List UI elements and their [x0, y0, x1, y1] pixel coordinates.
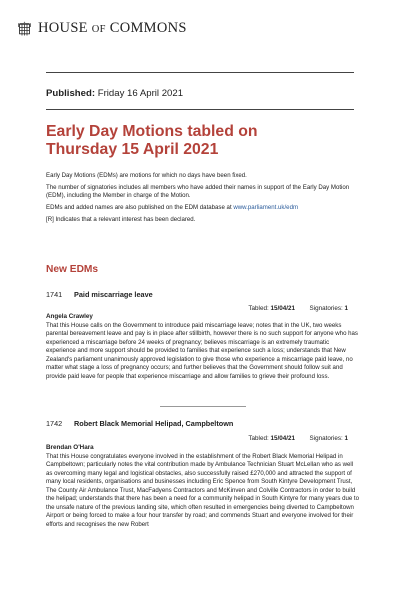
- section-title-new-edms: New EDMs: [46, 264, 99, 275]
- intro-paragraph-4: [R] Indicates that a relevant interest has been declared.: [46, 216, 196, 224]
- commons-word: COMMONS: [109, 20, 187, 36]
- signatories-label: Signatories:: [309, 435, 343, 442]
- tabled-date: 15/04/21: [270, 305, 295, 312]
- page-title-line-2: Thursday 15 April 2021: [46, 141, 219, 158]
- tabled-date: 15/04/21: [270, 435, 295, 442]
- published-label: Published:: [46, 88, 96, 99]
- tabled-label: Tabled:: [248, 435, 269, 442]
- page-title: [46, 123, 366, 159]
- header-rule-bottom: [46, 109, 354, 110]
- edm-author: Angela Crawley: [46, 313, 93, 320]
- intro-paragraph-3: [46, 204, 362, 213]
- header-rule-top: [46, 72, 354, 73]
- intro-paragraph-2: The number of signatories includes all members who have added their names in support of the Early Day Motion (EDM), including the Member in charge of the Motion.: [46, 183, 350, 200]
- intro-paragraph-1: Early Day Motions (EDMs) are motions for which no days have been fixed.: [46, 172, 247, 179]
- edm-body: That this House calls on the Government to introduce paid miscarriage leave; notes that in the UK, two weeks parental bereavement leave and pay is in place after stillbirth, however there is no such support for anyone who has experienced a miscarriage before 24 weeks of pregnancy; believes miscarriage is an extremely traumatic experience and more support should be provided to families that experience such a loss; understands that New Zealand's parliament unanimously approved legislation to give those who experience a miscarriage paid leave, no matter what stage a loss of pregnancy occurs; and further believes that the Government should follow suit and provide paid leave for people that experience miscarriage and allow families to grieve their profound loss.: [46, 322, 358, 380]
- signatories-count: 1: [344, 435, 348, 442]
- edm-tabled-meta: [248, 305, 348, 312]
- of-word: OF: [91, 24, 106, 35]
- edm-body: That this House congratulates everyone involved in the establishment of the Robert Black Memorial Helipad in Campbeltown; particularly notes the vital contribution made by Ambulance Technician Stuart McLellan who as well as overcoming many legal and logistical obstacles, also successfully raised £270,000 and attracted the support of many local residents, organisations and businesses including Eric Spence from South Kintyre Development Trust, The County Air Ambulance Trust, MacFadyens Contractors and McKinven and Colville Contractors in order to build the helipad; understands that there has been a need for a community helipad in South Kintyre for many years due to the unsafe nature of the previous landing site, which often resulted in emergencies being diverted to Campbeltown Airport or being forced to make a four hour transfer by road; and commends Stuart and everyone involved for their efforts and recognises the new Robert: [46, 453, 360, 528]
- signatories-label: Signatories:: [309, 305, 343, 312]
- edm-database-link[interactable]: www.parliament.uk/edm: [233, 204, 299, 212]
- edm-author: Brendan O'Hara: [46, 444, 94, 451]
- intro-paragraph-3-text: EDMs and added names are also published on the EDM database at: [46, 204, 232, 212]
- edm-number: 1742: [46, 419, 63, 428]
- edm-title: Robert Black Memorial Helipad, Campbeltown: [74, 419, 234, 428]
- signatories-count: 1: [344, 305, 348, 312]
- intro-notes: [46, 172, 362, 228]
- published-date: Friday 16 April 2021: [97, 88, 184, 99]
- house-of-commons-title: [38, 20, 187, 37]
- house-of-commons-header: [18, 20, 187, 37]
- edm-title: Paid miscarriage leave: [74, 290, 153, 299]
- portcullis-logo-icon: [18, 21, 31, 37]
- tabled-label: Tabled:: [248, 305, 269, 312]
- edm-number: 1741: [46, 290, 63, 299]
- house-word: HOUSE: [38, 20, 88, 36]
- page-title-line-1: Early Day Motions tabled on: [46, 123, 258, 140]
- edm-tabled-meta: [248, 435, 348, 442]
- edm-separator: [160, 406, 246, 407]
- published-line: [46, 88, 183, 99]
